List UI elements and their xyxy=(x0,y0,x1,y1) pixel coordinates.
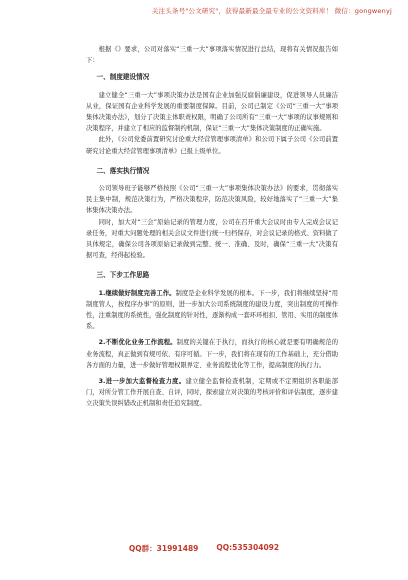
item-2-text: 制度的关键在于执行，而执行的核心就是要有明确规范的业务流程，真正做到有规可依、有序可循。下一步，我们将在现有的工作基础上，充分借助各方面的力量，进一步做好管理权限界定、业务流程优化等工作，提高制度的执行力。 xyxy=(86,339,339,369)
item-1-lead: 1.继续做好制度完善工作。 xyxy=(98,289,176,297)
section-2-paragraph-2: 同时，加大对“三会”原始记录的管理力度，公司在召开重大会议时由专人完成会议记录任务，对重大问题处理的相关会议文件进行统一归档保存，对会议记录的格式、资料做了具体规定，确保公司各项原始记录做到完整、统一、准确、及时，确保“三重一大”决策有据可查，经得起检验。 xyxy=(86,218,338,260)
section-2-paragraph-1: 公司领导班子能够严格按照《公司“三重一大”事项集体决策办法》的要求，贯彻落实民主集中制，规范决策行为，严格决策程序，防范决策风险，较好地落实了“三重一大”集体集体决策办法。 xyxy=(86,185,338,215)
section-1-heading: 一、制度建设情况 xyxy=(96,73,150,82)
section-2-heading: 二、落实执行情况 xyxy=(96,166,150,175)
item-3-lead: 3.进一步加大监督检查力度。 xyxy=(98,378,186,386)
section-3-heading: 三、下步工作思路 xyxy=(96,271,150,280)
section-1-paragraph-2: 此外，《公司党委前置研究讨论重大经营管理事项清单》和公司下属子公司《公司前置研究讨论重大经营管理事项清单》已报上级单位。 xyxy=(86,136,338,155)
section-3-item-2 xyxy=(86,337,338,371)
item-1-text: 制度是企业科学发展的根本。下一步，我们将继续坚持“用制度管人，按程序办事”的原则，进一步加大公司系统制度的建设力度，突出制度的可操作性，注重制度的系统性，强化制度的针对性，逐渐构成一套环环相扣、管用、实用的制度体系。 xyxy=(86,289,338,331)
footer-qq-group: QQ群：31991489 xyxy=(128,544,199,553)
item-3-text: 建立健全监督检查机制，定期或不定期组织各职能部门，对所分管工作开展自查、自评，同时，探索建立对决策的考核评价和评估制度，逐步建立决策失误纠错改正机制和责任追究制度。 xyxy=(86,378,339,408)
intro-paragraph: 根据《》要求，公司对落实“三重一大”事项落实情况进行总结，现将有关情况报告如下： xyxy=(86,46,338,65)
footer xyxy=(0,543,408,554)
section-1-paragraph-1: 建立健全“三重一大”事项决策办法是国有企业加强反腐倡廉建设，促进领导人员廉洁从业，保证国有企业科学发展的重要制度保障。目前，公司已制定《公司“三重一大”事项集体决策办法》，划分了决策主体职责权限，明确了公司所有“三重一大”事项的议事规则和决策程序，并建立了相应的监督制约机制，保证“三重一大”集体决策制度的正确实施。 xyxy=(86,91,338,133)
item-2-lead: 2.不断优化业务工作流程。 xyxy=(98,339,177,347)
footer-qq: QQ:535304092 xyxy=(216,543,280,552)
section-3-item-3 xyxy=(86,376,338,410)
document-body xyxy=(86,44,338,410)
section-3-item-1 xyxy=(86,288,338,333)
top-banner: 关注头条号"公文研究"，获得最新最全最专业的公文资料库！ 微信：gongwenyj xyxy=(151,7,392,15)
